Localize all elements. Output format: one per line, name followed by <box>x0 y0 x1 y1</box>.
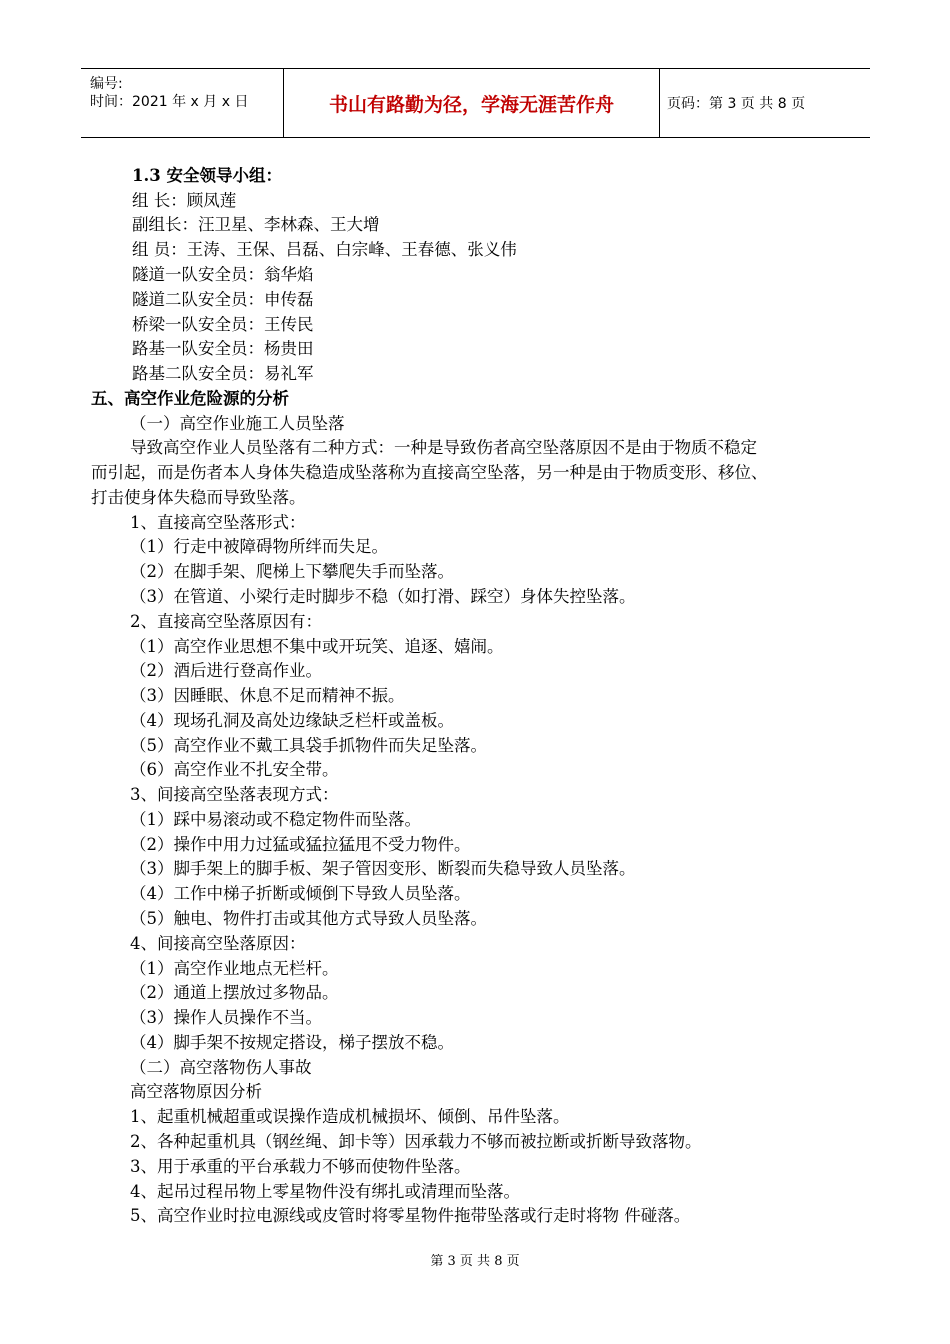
list-item: 2、各种起重机具（钢丝绳、卸卡等）因承载力不够而被拉断或折断导致落物。 <box>130 1132 702 1151</box>
list-item: （6）高空作业不扎安全带。 <box>130 760 339 779</box>
list-item: （4）脚手架不按规定搭设，梯子摆放不稳。 <box>130 1033 454 1052</box>
list-item: （3）因睡眠、休息不足而精神不振。 <box>130 686 405 705</box>
page-footer: 第 3 页 共 8 页 <box>430 1254 520 1269</box>
paragraph-line: 导致高空作业人员坠落有二种方式：一种是导致伤者高空坠落原因不是由于物质不稳定 <box>130 438 757 457</box>
list-heading: 2、直接高空坠落原因有： <box>130 612 322 631</box>
list-heading: 3、间接高空坠落表现方式： <box>130 785 339 804</box>
paragraph-line: 打击使身体失稳而导致坠落。 <box>91 488 306 507</box>
text-line: 路基二队安全员：易礼军 <box>132 364 314 383</box>
list-item: （2）操作中用力过猛或猛拉猛甩不受力物件。 <box>130 835 471 854</box>
text-line: 组 长：顾凤莲 <box>132 191 237 210</box>
list-heading: 4、间接高空坠落原因： <box>130 934 306 953</box>
paragraph-line: 而引起，而是伤者本人身体失稳造成坠落称为直接高空坠落，另一种是由于物质变形、移位、 <box>91 463 768 482</box>
text-line: 路基一队安全员：杨贵田 <box>132 339 314 358</box>
list-item: （3）脚手架上的脚手板、架子管因变形、断裂而失稳导致人员坠落。 <box>130 859 636 878</box>
list-item: （3）在管道、小梁行走时脚步不稳（如打滑、踩空）身体失控坠落。 <box>130 587 636 606</box>
date-line: 时间：2021 年 x 月 x 日 <box>90 94 249 110</box>
list-item: 3、用于承重的平台承载力不够而使物件坠落。 <box>130 1157 471 1176</box>
text-line: 隧道一队安全员：翁华焰 <box>132 265 314 284</box>
section-title: 1.3 安全领导小组： <box>132 166 282 185</box>
header-motto: 书山有路勤为径，学海无涯苦作舟 <box>284 69 660 137</box>
list-item: （2）在脚手架、爬梯上下攀爬失手而坠落。 <box>130 562 454 581</box>
subsection-heading: （一）高空作业施工人员坠落 <box>130 414 345 433</box>
text-line: 桥梁一队安全员：王传民 <box>132 315 314 334</box>
list-item: （2）酒后进行登高作业。 <box>130 661 322 680</box>
list-item: （4）现场孔洞及高处边缘缺乏栏杆或盖板。 <box>130 711 454 730</box>
list-heading: 1、直接高空坠落形式： <box>130 513 306 532</box>
text-line: 高空落物原因分析 <box>130 1082 262 1101</box>
list-item: （4）工作中梯子折断或倾倒下导致人员坠落。 <box>130 884 471 903</box>
section-heading: 五、高空作业危险源的分析 <box>91 389 289 408</box>
subsection-heading: （二）高空落物伤人事故 <box>130 1058 312 1077</box>
list-item: （1）高空作业思想不集中或开玩笑、追逐、嬉闹。 <box>130 637 504 656</box>
header-page-code: 页码：第 3 页 共 8 页 <box>667 96 806 112</box>
list-item: （3）操作人员操作不当。 <box>130 1008 322 1027</box>
number-label: 编号: <box>90 76 123 92</box>
list-item: （1）高空作业地点无栏杆。 <box>130 959 339 978</box>
text-line: 组 员：王涛、王保、吕磊、白宗峰、王春德、张义伟 <box>132 240 517 259</box>
header-meta <box>81 69 284 137</box>
list-item: （1）行走中被障碍物所绊而失足。 <box>130 537 388 556</box>
list-item: （5）高空作业不戴工具袋手抓物件而失足坠落。 <box>130 736 487 755</box>
list-item: 1、起重机械超重或误操作造成机械损坏、倾倒、吊件坠落。 <box>130 1107 570 1126</box>
list-item: 5、高空作业时拉电源线或皮管时将零星物件拖带坠落或行走时将物 件碰落。 <box>130 1206 691 1225</box>
list-item: 4、起吊过程吊物上零星物件没有绑扎或清理而坠落。 <box>130 1182 520 1201</box>
text-line: 副组长：汪卫星、李林森、王大增 <box>132 215 380 234</box>
header-table <box>81 68 870 138</box>
list-item: （2）通道上摆放过多物品。 <box>130 983 339 1002</box>
list-item: （5）触电、物件打击或其他方式导致人员坠落。 <box>130 909 487 928</box>
list-item: （1）踩中易滚动或不稳定物件而坠落。 <box>130 810 421 829</box>
text-line: 隧道二队安全员：申传磊 <box>132 290 314 309</box>
